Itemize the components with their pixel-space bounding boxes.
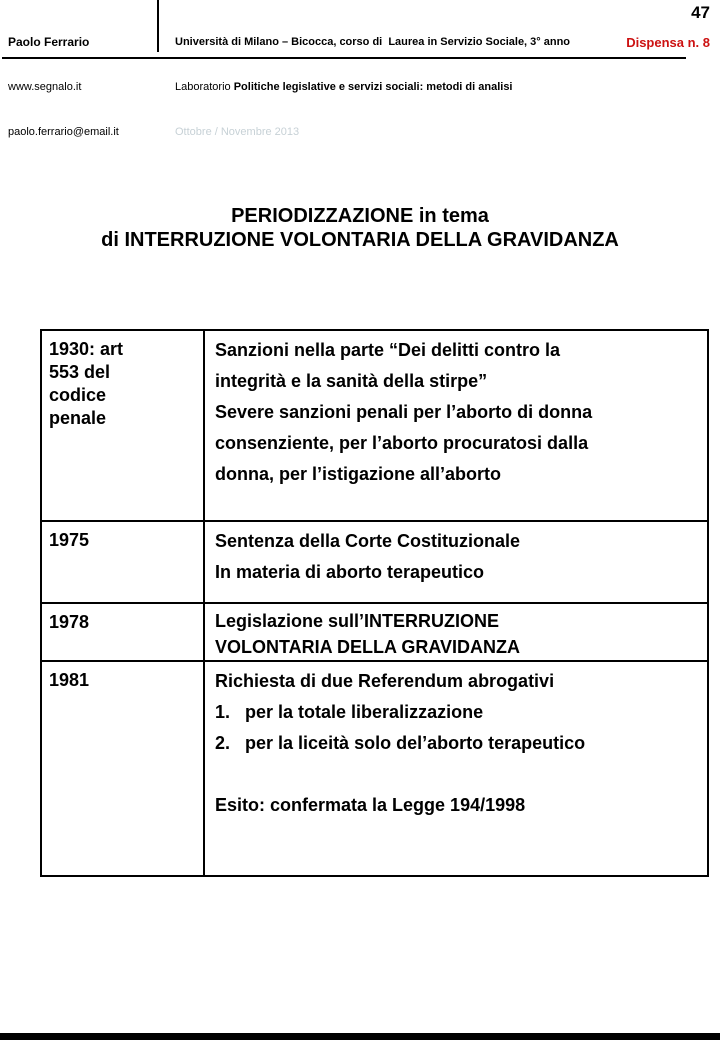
course-line1: Università di Milano – Bicocca, corso di Laurea in Servizio Sociale, 3° anno (175, 36, 571, 48)
table-row (41, 330, 708, 521)
author-name: Paolo Ferrario (8, 35, 90, 49)
bottom-bar (0, 1033, 720, 1040)
author-email: paolo.ferrario@email.it (8, 126, 119, 138)
period-cell: 1975 (41, 521, 204, 603)
author-block (8, 5, 153, 170)
dispensa-badge: Dispensa n. 8 (626, 35, 710, 50)
period-cell: 1978 (41, 603, 204, 661)
author-website: www.segnalo.it (8, 81, 82, 93)
table-row (41, 661, 708, 876)
slide-title-line1: PERIODIZZAZIONE in tema (231, 205, 489, 227)
slide-title (0, 204, 720, 252)
description-cell: Sanzioni nella parte “Dei delitti contro la integrità e la sanità della stirpe” Severe sanzioni penali per l’aborto di donna consenziente, per l’aborto procuratosi dalla donna, per l’istigazione all’aborto (204, 330, 708, 521)
course-line2 (175, 80, 655, 95)
description-cell: Richiesta di due Referendum abrogativi 1. per la totale liberalizzazione 2. per la liceità solo del’aborto terapeutico Esito: confermata la Legge 194/1998 (204, 661, 708, 876)
course-date: Ottobre / Novembre 2013 (175, 126, 300, 138)
period-cell: 1981 (41, 661, 204, 876)
periodization-table (40, 329, 709, 877)
table-row (41, 521, 708, 603)
table-row (41, 603, 708, 661)
course-info (175, 5, 655, 170)
header-vertical-divider (157, 0, 159, 52)
description-cell: Sentenza della Corte Costituzionale In materia di aborto terapeutico (204, 521, 708, 603)
description-cell: Legislazione sull’INTERRUZIONE VOLONTARIA DELLA GRAVIDANZA (204, 603, 708, 661)
page-number: 47 (691, 3, 710, 22)
header-rule (2, 57, 686, 59)
slide-title-line2: di INTERRUZIONE VOLONTARIA DELLA GRAVIDANZA (101, 229, 619, 251)
course-line2-title: Politiche legislative e servizi sociali: metodi di analisi (233, 81, 513, 93)
course-line2-prefix: Laboratorio (175, 81, 234, 93)
period-cell: 1930: art 553 del codice penale (41, 330, 204, 521)
